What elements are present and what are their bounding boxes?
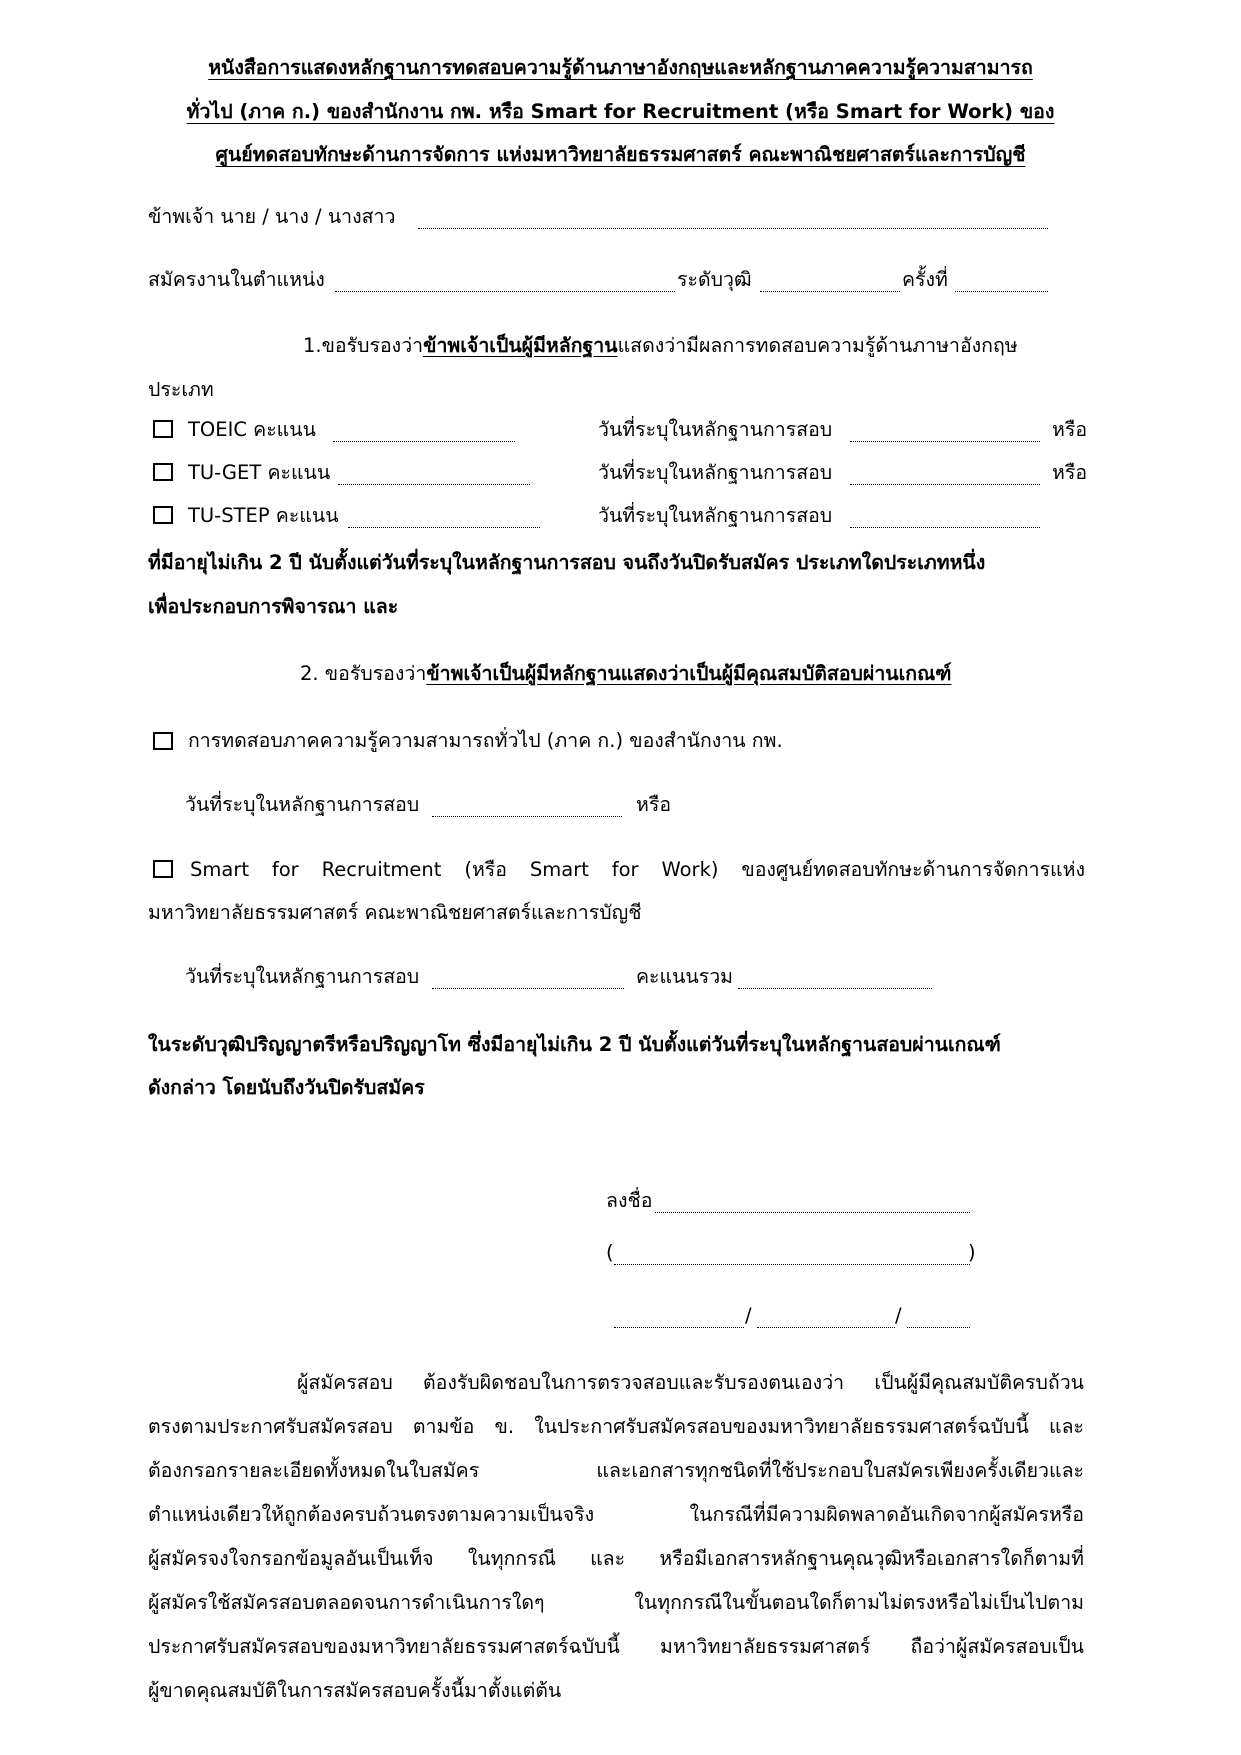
footer-line-7 [148, 1634, 1084, 1660]
smart-score-label: คะแนนรวม [636, 965, 734, 988]
date-month-field[interactable] [757, 1307, 895, 1328]
smart-date-label: วันที่ระบุในหลักฐานการสอบ [185, 965, 420, 988]
date-year-field[interactable] [907, 1307, 970, 1328]
smart-recruitment-line1: Smart for Recruitment (หรือ Smart for Work) ของศูนย์ทดสอบทักษะด้านการจัดการแห่ง [190, 858, 1085, 881]
toeic-date-field[interactable] [850, 421, 1040, 442]
ocsc-date-field-line[interactable] [432, 796, 622, 817]
name-field[interactable] [418, 208, 1048, 229]
tustep-score-field[interactable] [348, 507, 540, 528]
title-line-2: ทั่วไป (ภาค ก.) ของสำนักงาน กพ. หรือ Smart for Recruitment (หรือ Smart for Work) ของ [186, 100, 1055, 123]
date-day-field[interactable] [614, 1307, 744, 1328]
tustep-checkbox[interactable] [153, 506, 173, 524]
footer-line-2 [148, 1414, 1084, 1440]
tuget-date-label: วันที่ระบุในหลักฐานการสอบ [598, 461, 833, 484]
name-label: ข้าพเจ้า นาย / นาง / นางสาว [148, 205, 396, 228]
printed-name-field[interactable] [614, 1244, 970, 1265]
type-label: ประเภท [148, 378, 214, 401]
footer-line-6 [148, 1590, 1084, 1616]
toeic-score-field[interactable] [333, 421, 515, 442]
date-slash-2: / [895, 1304, 902, 1327]
section1-condition-line2: เพื่อประกอบการพิจารณา และ [148, 595, 399, 618]
close-paren: ) [968, 1241, 976, 1264]
section2-intro-prefix: 2. ขอรับรองว่า [300, 662, 427, 685]
attempt-label: ครั้งที่ [902, 268, 948, 291]
ocsc-date-label: วันที่ระบุในหลักฐานการสอบ [185, 793, 420, 816]
section2-condition-line1: ในระดับวุฒิปริญญาตรีหรือปริญญาโท ซึ่งมีอายุไม่เกิน 2 ปี นับตั้งแต่วันที่ระบุในหลักฐานสอบผ่านเกณฑ์ [148, 1033, 1001, 1056]
footer-line-1 [297, 1370, 1084, 1396]
toeic-label: TOEIC คะแนน [188, 418, 316, 441]
footer-line-1-text: ผู้สมัครสอบ ต้องรับผิดชอบในการตรวจสอบและรับรองตนเองว่า เป็นผู้มีคุณสมบัติครบถ้วน [297, 1371, 1084, 1394]
section1-intro-suffix: แสดงว่ามีผลการทดสอบความรู้ด้านภาษาอังกฤษ [617, 334, 1018, 357]
toeic-or: หรือ [1052, 418, 1088, 441]
footer-line-2-text: ตรงตามประกาศรับสมัครสอบ ตามข้อ ข. ในประกาศรับสมัครสอบของมหาวิทยาลัยธรรมศาสตร์ฉบับนี้ และ [148, 1415, 1084, 1438]
section1-condition-line1: ที่มีอายุไม่เกิน 2 ปี นับตั้งแต่วันที่ระบุในหลักฐานการสอบ จนถึงวันปิดรับสมัคร ประเภทใดประเภทหนึ่ง [148, 551, 986, 574]
ocsc-exam-label: การทดสอบภาคความรู้ความสามารถทั่วไป (ภาค ก.) ของสำนักงาน กพ. [188, 729, 783, 752]
tuget-checkbox[interactable] [153, 463, 173, 481]
sign-label: ลงชื่อ [606, 1189, 653, 1212]
tuget-date-field[interactable] [850, 464, 1040, 485]
footer-line-4-text: ตำแหน่งเดียวให้ถูกต้องครบถ้วนตรงตามความเป็นจริง ในกรณีที่มีความผิดพลาดอันเกิดจากผู้สมัครหรือ [148, 1503, 1084, 1526]
tustep-date-field[interactable] [850, 507, 1040, 528]
date-slash-1: / [745, 1304, 752, 1327]
footer-line-4 [148, 1502, 1084, 1528]
footer-line-5 [148, 1546, 1084, 1572]
section1-intro-prefix: 1.ขอรับรองว่า [303, 334, 424, 357]
toeic-date-label: วันที่ระบุในหลักฐานการสอบ [598, 418, 833, 441]
section2-intro-bold: ข้าพเจ้าเป็นผู้มีหลักฐานแสดงว่าเป็นผู้มีคุณสมบัติสอบผ่านเกณฑ์ [426, 662, 952, 685]
smart-recruitment-line2: มหาวิทยาลัยธรรมศาสตร์ คณะพาณิชยศาสตร์และการบัญชี [148, 901, 642, 924]
attempt-field[interactable] [955, 271, 1048, 292]
toeic-checkbox[interactable] [153, 420, 173, 438]
smart-score-field[interactable] [738, 968, 932, 989]
applicant-name-row [148, 204, 395, 230]
footer-line-8: ผู้ขาดคุณสมบัติในการสมัครสอบครั้งนี้มาตั้งแต่ต้น [148, 1679, 562, 1702]
section1-intro [303, 333, 1018, 359]
tuget-or: หรือ [1052, 461, 1088, 484]
tuget-label: TU-GET คะแนน [188, 461, 331, 484]
footer-line-7-text: ประกาศรับสมัครสอบของมหาวิทยาลัยธรรมศาสตร์ฉบับนี้ มหาวิทยาลัยธรรมศาสตร์ ถือว่าผู้สมัครสอบเป็น [148, 1635, 1084, 1658]
tustep-date-label: วันที่ระบุในหลักฐานการสอบ [598, 504, 833, 527]
section2-condition-line2: ดังกล่าว โดยนับถึงวันปิดรับสมัคร [148, 1076, 425, 1099]
ocsc-exam-checkbox[interactable] [153, 732, 173, 750]
position-label: สมัครงานในตำแหน่ง [148, 268, 325, 291]
footer-line-3-text: ต้องกรอกรายละเอียดทั้งหมดในใบสมัคร และเอกสารทุกชนิดที่ใช้ประกอบใบสมัครเพียงครั้งเดียวและ [148, 1459, 1084, 1482]
smart-date-field[interactable] [432, 968, 624, 989]
title-line-1: หนังสือการแสดงหลักฐานการทดสอบความรู้ด้านภาษาอังกฤษและหลักฐานภาคความรู้ความสามารถ [208, 56, 1033, 79]
footer-line-6-text: ผู้สมัครใช้สมัครสอบตลอดจนการดำเนินการใดๆ ในทุกกรณีในขั้นตอนใดก็ตามไม่ตรงหรือไม่เป็นไปตาม [148, 1591, 1084, 1614]
smart-recruitment-checkbox[interactable] [153, 860, 173, 878]
ocsc-or: หรือ [636, 793, 672, 816]
section1-intro-bold: ข้าพเจ้าเป็นผู้มีหลักฐาน [423, 334, 618, 357]
section2-intro [300, 661, 951, 687]
footer-line-3 [148, 1458, 1084, 1484]
tustep-label: TU-STEP คะแนน [188, 504, 339, 527]
title-line-3: ศูนย์ทดสอบทักษะด้านการจัดการ แห่งมหาวิทยาลัยธรรมศาสตร์ คณะพาณิชยศาสตร์และการบัญชี [215, 143, 1026, 166]
tuget-score-field[interactable] [338, 464, 530, 485]
signature-field[interactable] [655, 1192, 970, 1213]
degree-label: ระดับวุฒิ [677, 268, 752, 291]
position-field[interactable] [335, 271, 675, 292]
open-paren: ( [606, 1241, 614, 1264]
footer-line-5-text: ผู้สมัครจงใจกรอกข้อมูลอันเป็นเท็จ ในทุกกรณี และ หรือมีเอกสารหลักฐานคุณวุฒิหรือเอกสารใดก็ตามที่ [148, 1547, 1084, 1570]
degree-field[interactable] [760, 271, 900, 292]
